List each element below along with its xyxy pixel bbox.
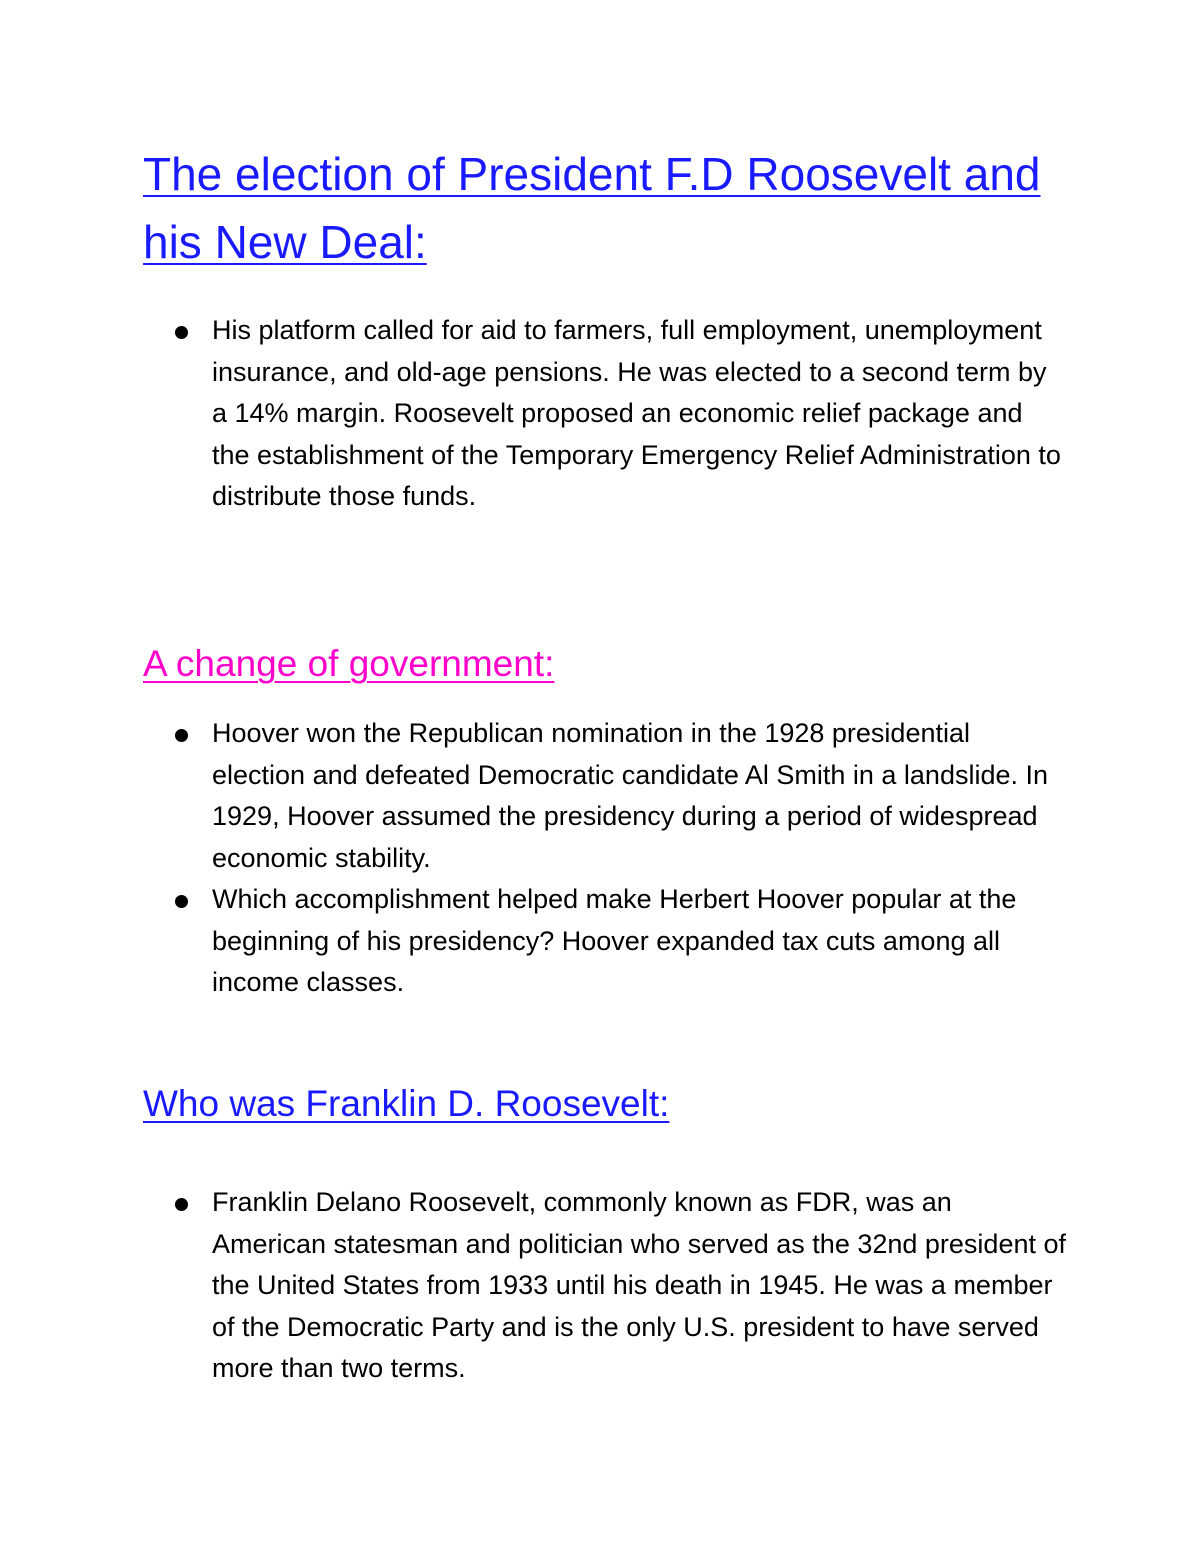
list-item: [0, 713, 1067, 879]
bullet-icon: [175, 1198, 188, 1211]
list-item: [0, 1182, 1067, 1390]
bullet-icon: [175, 326, 188, 339]
bullet-text: Franklin Delano Roosevelt, commonly known as FDR, was an American statesman and politician who served as the 32nd president of the United States from 1933 until his death in 1945. He was a member of the Democratic Party and is the only U.S. president to have served more than two terms.: [212, 1187, 1066, 1383]
section1-bullet-list: [0, 310, 1200, 518]
section3-bullet-list: [0, 1182, 1200, 1390]
section2-bullet-list: [0, 713, 1200, 1004]
document-title: The election of President F.D Roosevelt and his New Deal:: [143, 148, 1041, 268]
list-item: [0, 310, 1067, 518]
section-heading-who-was-fdr: Who was Franklin D. Roosevelt:: [143, 1083, 670, 1124]
bullet-icon: [175, 729, 188, 742]
bullet-text: Which accomplishment helped make Herbert Hoover popular at the beginning of his presidency? Hoover expanded tax cuts among all income classes.: [212, 884, 1017, 997]
section-heading-change-of-government: A change of government:: [143, 643, 555, 684]
bullet-text: His platform called for aid to farmers, full employment, unemployment insurance, and old-age pensions. He was elected to a second term by a 14% margin. Roosevelt proposed an economic relief package and the establishment of the Temporary Emergency Relief Administration to distribute those funds.: [212, 315, 1061, 511]
list-item: [0, 879, 1067, 1004]
bullet-text: Hoover won the Republican nomination in the 1928 presidential election and defeated Democratic candidate Al Smith in a landslide. In 1929, Hoover assumed the presidency during a period of widespread economic stability.: [212, 718, 1049, 873]
bullet-icon: [175, 895, 188, 908]
